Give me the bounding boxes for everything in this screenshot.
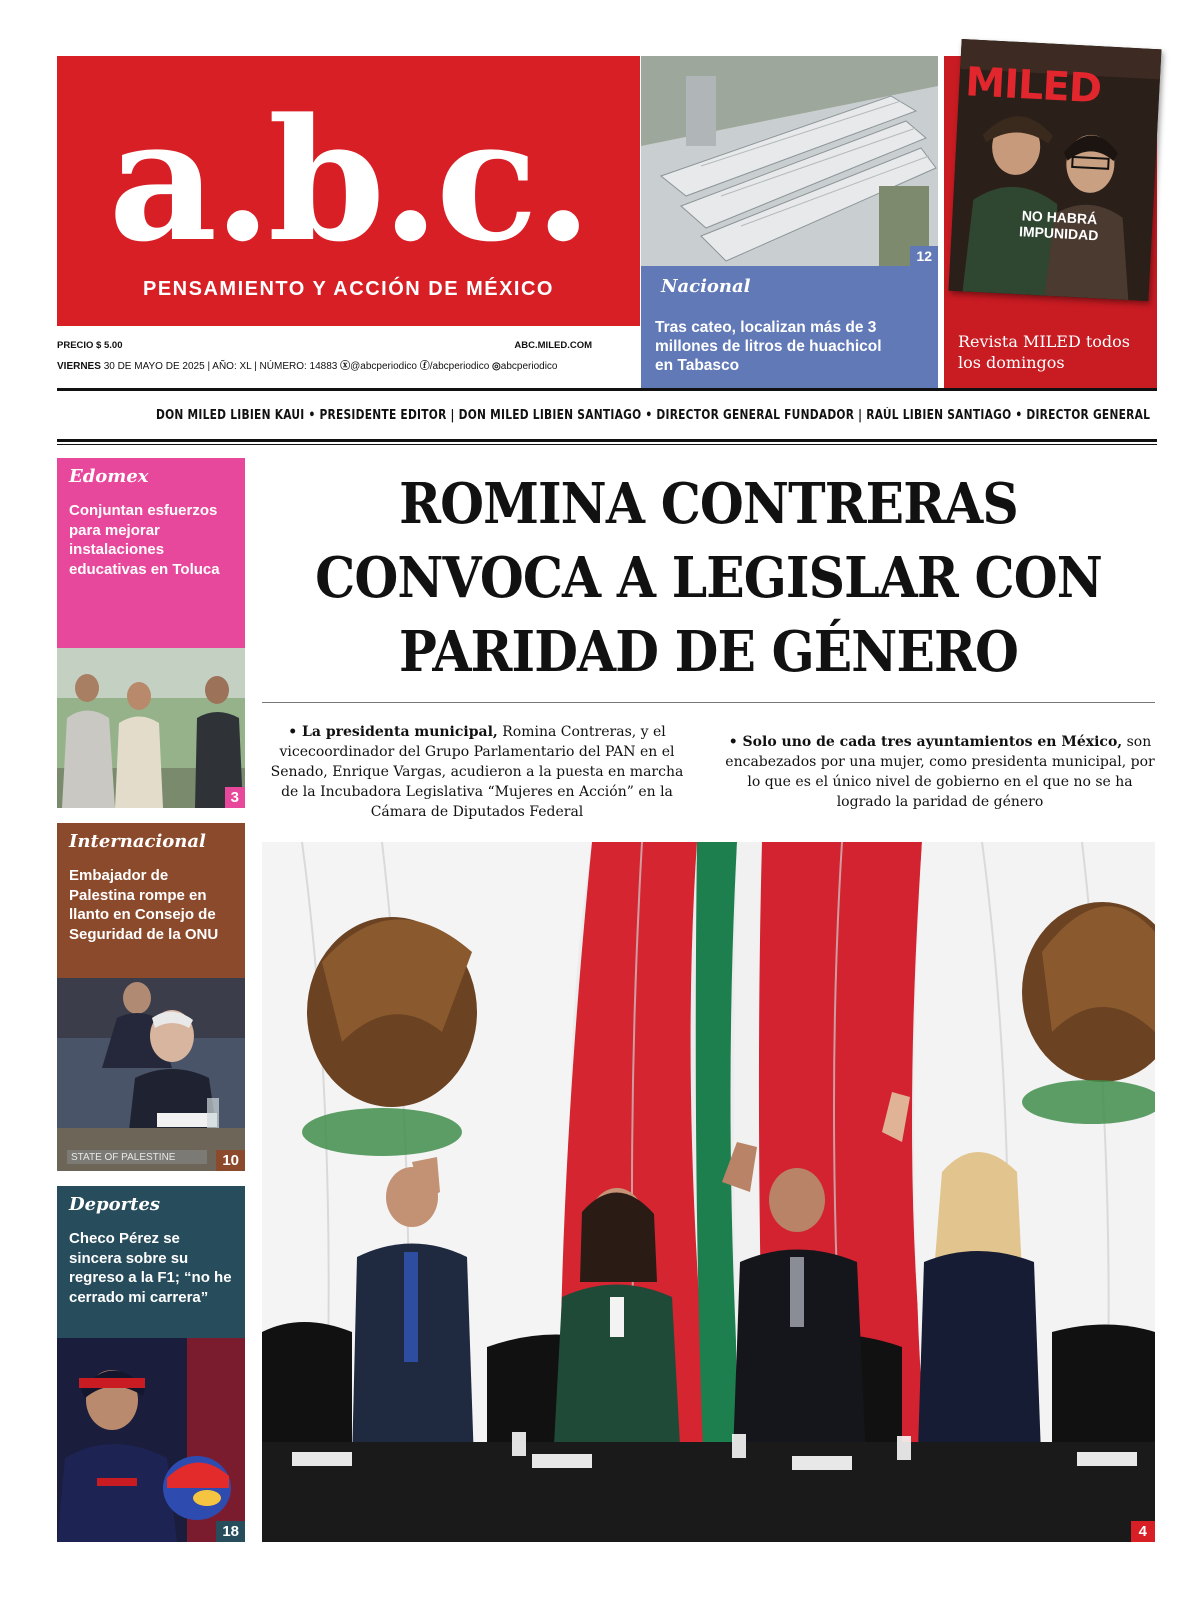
masthead-meta-bottom: VIERNES 30 DE MAYO DE 2025 | AÑO: XL | NÚMERO: 14883 ⓧ@abcperiodico ⓕ/abcperiodico ◎abcperiodico [57, 361, 558, 372]
headline-divider [262, 702, 1155, 703]
main-bullet-left [262, 722, 692, 822]
sidebar-page-badge[interactable]: 3 [225, 787, 245, 808]
nacional-section-title: Nacional [661, 276, 751, 297]
issue-day: VIERNES [57, 361, 101, 372]
social-x-handle[interactable]: @abcperiodico [350, 361, 417, 372]
magazine-cover-text: NO HABRÁ IMPUNIDAD [1018, 207, 1099, 244]
nacional-teaser[interactable] [641, 266, 938, 388]
social-ig-handle[interactable]: abcperiodico [500, 361, 558, 372]
sidebar-section-title: Deportes [69, 1194, 161, 1215]
bullet-right-lead: • Solo uno de cada tres ayuntamientos en México, [728, 734, 1123, 750]
main-photo[interactable] [262, 842, 1155, 1542]
nameplate-caption: STATE OF PALESTINE [71, 1152, 176, 1163]
magazine-title: MILED [964, 59, 1103, 113]
nacional-page-badge[interactable]: 12 [910, 246, 938, 266]
magazine-cover[interactable] [949, 39, 1162, 301]
main-bullet-right [725, 732, 1155, 812]
main-page-badge[interactable]: 4 [1131, 1521, 1155, 1542]
sidebar-section-title: Edomex [69, 466, 149, 487]
main-headline[interactable]: ROMINA CONTRERAS CONVOCA A LEGISLAR CON PARIDAD DE GÉNERO [315, 471, 1102, 685]
sidebar-headline[interactable]: Checo Pérez se sincera sobre su regreso a la F1; “no he cerrado mi carrera” [69, 1230, 232, 1306]
edomex-photo[interactable] [57, 648, 245, 808]
divider-rule [57, 388, 1157, 391]
sidebar-item-deportes[interactable] [57, 1186, 245, 1338]
price-label: PRECIO $ 5.00 [57, 340, 123, 351]
sidebar-headline[interactable]: Conjuntan esfuerzos para mejorar instalaciones educativas en Toluca [69, 502, 220, 578]
deportes-photo[interactable] [57, 1338, 245, 1542]
sidebar-item-edomex[interactable] [57, 458, 245, 648]
sidebar-page-badge[interactable]: 10 [216, 1150, 245, 1171]
masthead-meta-top [57, 340, 640, 354]
sidebar-section-title: Internacional [69, 831, 206, 852]
website-link[interactable]: ABC.MILED.COM [514, 340, 592, 351]
newspaper-logo[interactable]: a.b.c. [108, 81, 589, 279]
issue-date: 30 DE MAYO DE 2025 [103, 361, 205, 372]
sidebar-headline[interactable]: Embajador de Palestina rompe en llanto en Consejo de Seguridad de la ONU [69, 867, 219, 943]
social-fb-handle[interactable]: /abcperiodico [429, 361, 490, 372]
internacional-photo[interactable] [57, 978, 245, 1171]
x-social-icon: ⓧ [340, 361, 351, 372]
instagram-icon: ◎ [492, 361, 501, 372]
sidebar-page-badge[interactable]: 18 [216, 1521, 245, 1542]
bullet-left-lead: • La presidenta municipal, [288, 724, 498, 740]
facebook-icon: ⓕ [419, 361, 430, 372]
masthead-logo-block [57, 56, 640, 326]
issue-number: NÚMERO: 14883 [259, 361, 338, 372]
bullet-left-body: Romina Contreras, y el vicecoordinador del Grupo Parlamentario del PAN en el Senado, Enrique Vargas, acudieron a la puesta en marcha de la Incubadora Legislativa “Mujeres en Acción” en la Cámara de Diputados Federal [270, 724, 684, 820]
divider-rule [57, 439, 1157, 442]
magazine-caption[interactable]: Revista MILED todos los domingos [958, 332, 1131, 372]
nacional-photo[interactable] [641, 56, 938, 266]
sidebar-item-internacional[interactable] [57, 823, 245, 978]
editors-line: DON MILED LIBIEN KAUI • PRESIDENTE EDITOR | DON MILED LIBIEN SANTIAGO • DIRECTOR GENERAL FUNDADOR | RAÚL LIBIEN SANTIAGO • DIRECTOR GENERAL [156, 408, 1151, 423]
issue-year: AÑO: XL [212, 361, 252, 372]
bullet-right-body: son encabezados por una mujer, como presidenta municipal, por lo que es el único nivel de gobierno en el que no se ha logrado la paridad de género [725, 734, 1155, 810]
divider-rule-thin [57, 444, 1157, 445]
newspaper-tagline: PENSAMIENTO Y ACCIÓN DE MÉXICO [143, 278, 554, 300]
nacional-headline[interactable]: Tras cateo, localizan más de 3 millones de litros de huachicol en Tabasco [655, 319, 882, 374]
